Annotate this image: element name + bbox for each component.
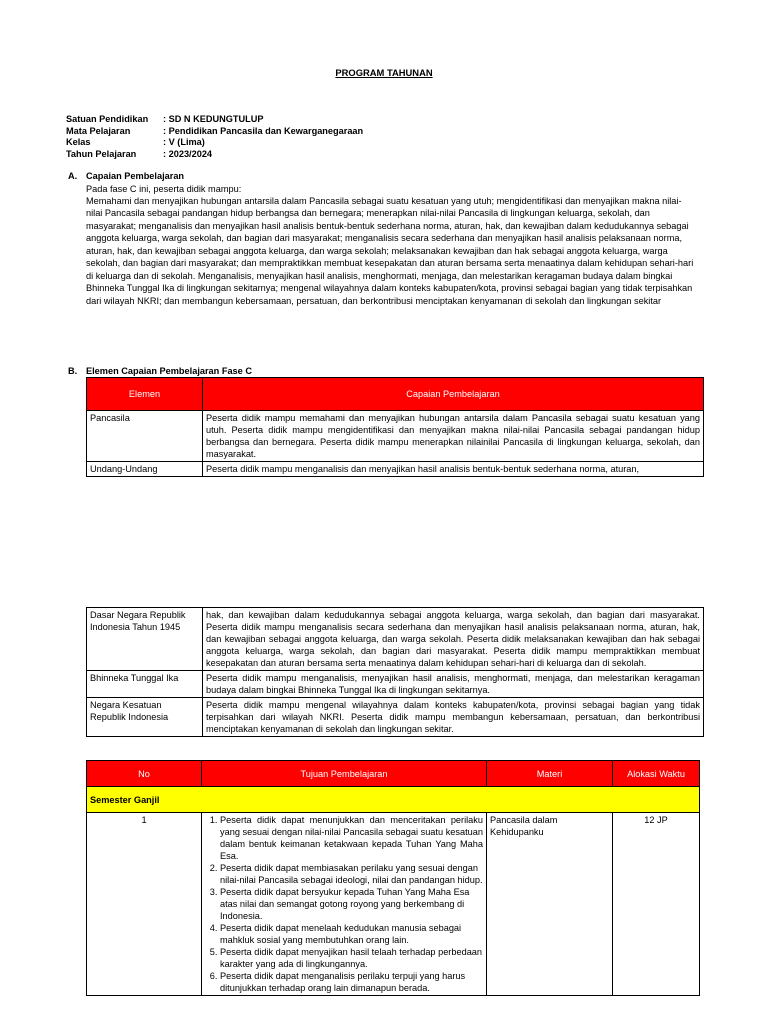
section-b-heading xyxy=(68,365,252,377)
identity-row-subject xyxy=(66,125,363,137)
header-materi: Materi xyxy=(487,761,613,787)
list-item: 2. Peserta didik dapat membiasakan perilaku yang sesuai dengan nilai-nilai Pancasila sebagai ideologi, nilai dan pandangan hidup. xyxy=(220,862,483,886)
section-letter: A. xyxy=(68,171,78,181)
section-a-intro: Pada fase C ini, peserta didik mampu: xyxy=(86,184,242,194)
identity-row-school xyxy=(66,113,363,125)
materi-cell: Pancasila dalam Kehidupanku xyxy=(487,813,613,996)
capaian-cell: Peserta didik mampu menganalisis dan menyajikan hasil analisis bentuk-bentuk sederhana norma, aturan, xyxy=(203,462,704,477)
tujuan-cell xyxy=(202,813,487,996)
section-title: Capaian Pembelajaran xyxy=(86,171,185,181)
semester-label: Semester Ganjil xyxy=(87,787,700,813)
section-a-text: Memahami dan menyajikan hubungan antarsila dalam Pancasila sebagai suatu kesatuan yang utuh; mengidentifikasi dan menyajikan makna nilai-nilai Pancasila sebagai pandangan hidup berbangsa dan bernegara; menerapkan nilai-nilai Pancasila di lingkungan keluarga, sekolah, dan masyarakat; menganalisis dan menyajikan hasil analisis bentuk-bentuk sederhana norma, aturan, hak, dan kewajiban dalam kedudukannya sebagai anggota keluarga, warga sekolah, dan bagian dari masyarakat; menganalisis secara sederhana dan menyajikan hasil analisis pelaksanaan norma, aturan, hak, dan kewajiban sebagai anggota keluarga, dan warga sekolah; melaksanakan kewajiban dan hak sebagai anggota keluarga, warga sekolah, dan bagian dari masyarakat; dan mempraktikkan membuat kesepakatan dan aturan bersama serta menaatinya dalam kehidupan sehari-hari di keluarga dan di sekolah. Menganalisis, menyajikan hasil analisis, menghormati, menjaga, dan melestarikan keragaman budaya dalam bingkai Bhinneka Tunggal Ika di lingkungan sekitarnya; mengenal wilayahnya dalam konteks kabupaten/kota, provinsi sebagai bagian yang tidak terpisahkan dari wilayah NKRI; dan membangun kebersamaan, persatuan, dan berkontribusi menciptakan kenyamanan di sekolah dan lingkungan sekitar xyxy=(86,196,694,306)
identity-value: : SD N KEDUNGTULUP xyxy=(163,114,264,124)
table-row xyxy=(87,608,704,671)
list-item: 4. Peserta didik dapat menelaah kedudukan manusia sebagai mahkluk sosial yang membutuhkan orang lain. xyxy=(220,922,483,946)
identity-value: : Pendidikan Pancasila dan Kewarganegaraan xyxy=(163,125,364,136)
elemen-table-header xyxy=(87,378,704,411)
header-alokasi: Alokasi Waktu xyxy=(613,761,700,787)
elemen-table-part2 xyxy=(86,607,704,737)
row-no: 1 xyxy=(87,813,202,996)
header-tujuan: Tujuan Pembelajaran xyxy=(202,761,487,787)
table-row xyxy=(87,813,700,996)
program-table xyxy=(86,760,700,996)
identity-label: Tahun Pelajaran xyxy=(66,149,137,160)
identity-label: Mata Pelajaran xyxy=(66,125,131,136)
program-table-header xyxy=(87,761,700,787)
header-elemen: Elemen xyxy=(87,378,203,411)
section-a-body xyxy=(86,183,696,307)
section-title: Elemen Capaian Pembelajaran Fase C xyxy=(86,366,252,376)
identity-value: : V (Lima) xyxy=(163,137,205,148)
elemen-cell: Undang-Undang xyxy=(87,462,203,477)
list-item: 6. Peserta didik dapat menganalisis perilaku terpuji yang harus ditunjukkan terhadap orang lain dimanapun berada. xyxy=(220,970,483,994)
elemen-cell: Pancasila xyxy=(87,411,203,462)
section-letter: B. xyxy=(68,366,78,376)
elemen-cell: Bhinneka Tunggal Ika xyxy=(87,671,203,698)
elemen-table-part1 xyxy=(86,377,704,477)
capaian-cell: Peserta didik mampu menganalisis, menyajikan hasil analisis, menghormati, menjaga, dan melestarikan keragaman budaya dalam bingkai Bhinneka Tunggal Ika di lingkungan sekitarnya. xyxy=(203,671,704,698)
table-row xyxy=(87,698,704,737)
identity-label: Kelas xyxy=(66,137,91,148)
identity-label: Satuan Pendidikan xyxy=(66,114,149,124)
capaian-cell: hak, dan kewajiban dalam kedudukannya sebagai anggota keluarga, warga sekolah, dan bagian dari masyarakat. Peserta didik mampu menganalisis secara sederhana dan menyajikan hasil analisis pelaksanaan norma, aturan, hak, dan kewajiban sebagai anggota keluarga, dan warga sekolah. Peserta didik melaksanakan kewajiban dan hak sebagai anggota keluarga, warga sekolah, dan bagian dari masyarakat. Peserta didik mampu mempraktikkan membuat kesepakatan dan aturan bersama serta menaatinya dalam kehidupan sehari-hari di keluarga dan di sekolah. xyxy=(203,608,704,671)
list-item: 1. Peserta didik dapat menunjukkan dan menceritakan perilaku yang sesuai dengan nilai-nilai Pancasila sebagai suatu kesatuan dalam bentuk keimanan ketakwaan kepada Tuhan Yang Maha Esa. xyxy=(220,814,483,862)
table-row xyxy=(87,671,704,698)
identity-row-class xyxy=(66,136,363,148)
section-a-heading xyxy=(68,170,184,182)
capaian-cell: Peserta didik mampu mengenal wilayahnya dalam konteks kabupaten/kota, provinsi sebagai bagian yang tidak terpisahkan dari wilayah NKRI. Peserta didik mampu membangun kebersamaan, persatuan, dan berkontribusi menciptakan kenyamanan di sekolah dan lingkungan sekitar. xyxy=(203,698,704,737)
capaian-cell: Peserta didik mampu memahami dan menyajikan hubungan antarsila dalam Pancasila sebagai suatu kesatuan yang utuh. Peserta didik mampu mengidentifikasi dan menyajikan makna nilai-nilai Pancasila sebagai pandangan hidup berbangsa dan bernegara. Peserta didik mampu menerapkan nilainilai Pancasila di lingkungan keluarga, sekolah, dan masyarakat. xyxy=(203,411,704,462)
alokasi-cell: 12 JP xyxy=(613,813,700,996)
identity-value: : 2023/2024 xyxy=(163,149,213,160)
page-title: PROGRAM TAHUNAN xyxy=(335,67,433,78)
header-no: No xyxy=(87,761,202,787)
identity-block xyxy=(66,113,363,160)
header-capaian: Capaian Pembelajaran xyxy=(203,378,704,411)
table-row xyxy=(87,411,704,462)
elemen-cell: Negara Kesatuan Republik Indonesia xyxy=(87,698,203,737)
table-row xyxy=(87,462,704,477)
list-item: 5. Peserta didik dapat menyajikan hasil telaah terhadap perbedaan karakter yang ada di lingkungannya. xyxy=(220,946,483,970)
tujuan-list xyxy=(205,814,483,994)
elemen-cell: Dasar Negara Republik Indonesia Tahun 1945 xyxy=(87,608,203,671)
identity-row-year xyxy=(66,148,363,160)
list-item: 3. Peserta didik dapat bersyukur kepada Tuhan Yang Maha Esa atas nilai dan semangat gotong royong yang berkembang di Indonesia. xyxy=(220,886,483,922)
semester-row xyxy=(87,787,700,813)
